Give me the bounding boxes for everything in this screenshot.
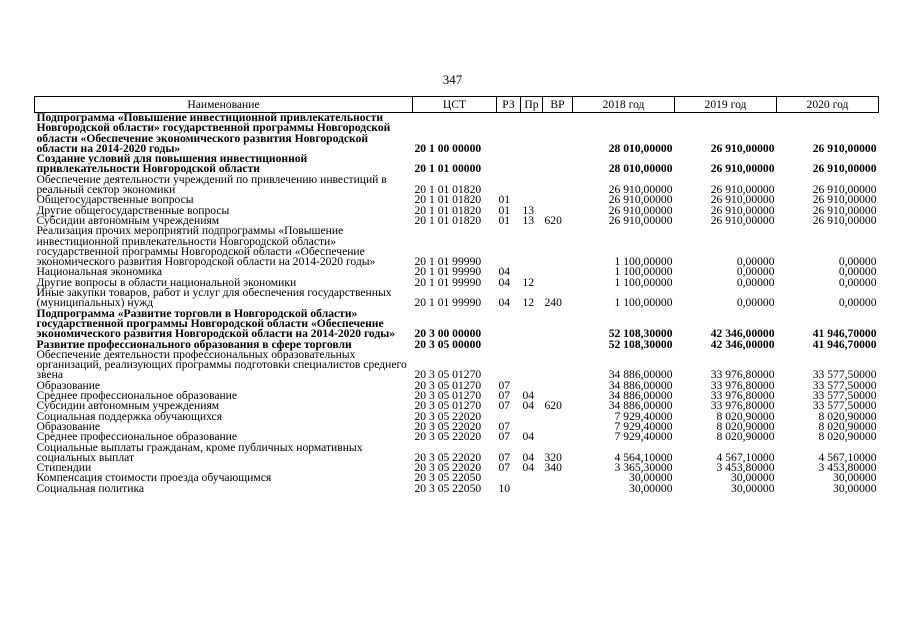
cell-vr bbox=[543, 473, 573, 483]
cell-vr: 320 bbox=[544, 450, 562, 464]
cell-pr: 04 bbox=[522, 399, 535, 413]
cell-name: Социальная поддержка обучающихся bbox=[36, 409, 223, 423]
cell-2019: 26 910,00000 bbox=[710, 203, 775, 217]
cell-name: Другие вопросы в области национальной экономики bbox=[36, 275, 297, 289]
cell-vr bbox=[543, 484, 573, 494]
cell-2018: 26 910,00000 bbox=[608, 213, 673, 227]
table-row bbox=[35, 154, 879, 175]
cell-rz: 07 bbox=[498, 378, 511, 392]
cell-rz bbox=[497, 154, 521, 175]
cell-pr: 04 bbox=[522, 430, 535, 444]
cell-vr bbox=[543, 278, 573, 288]
table-body bbox=[35, 113, 879, 494]
cell-2018: 34 886,00000 bbox=[608, 389, 673, 403]
cell-2019: 0,00000 bbox=[736, 265, 775, 279]
cell-2018: 52 108,30000 bbox=[608, 327, 673, 341]
col-header-2018: 2018 год bbox=[573, 97, 675, 113]
cell-2018: 28 010,00000 bbox=[608, 141, 673, 155]
cell-rz bbox=[497, 340, 521, 350]
cell-rz bbox=[497, 175, 521, 196]
cell-name: Подпрограмма «Развитие торговли в Новгородской области» государственной программы Новгородской области «Обеспечение экономического развития Новгородской области на 2014-2020 годы» bbox=[36, 306, 396, 341]
cell-vr bbox=[543, 412, 573, 422]
cell-vr: 240 bbox=[544, 296, 562, 310]
cell-vr bbox=[543, 154, 573, 175]
col-header-2019: 2019 год bbox=[675, 97, 777, 113]
cell-pr: 04 bbox=[522, 450, 535, 464]
table-row bbox=[35, 350, 879, 381]
cell-name: Обеспечение деятельности учреждений по привлечению инвестиций в реальный сектор экономики bbox=[36, 172, 387, 197]
cell-rz bbox=[497, 309, 521, 340]
cell-2019: 30,00000 bbox=[731, 471, 775, 485]
cell-2020: 26 910,00000 bbox=[812, 141, 877, 155]
col-header-pr: Пр bbox=[521, 97, 543, 113]
cell-name: Стипендии bbox=[36, 461, 92, 475]
cell-cst: 20 3 05 22020 bbox=[414, 419, 482, 433]
cell-2019: 30,00000 bbox=[731, 481, 775, 495]
cell-rz: 10 bbox=[498, 481, 511, 495]
cell-2020: 30,00000 bbox=[833, 481, 877, 495]
table-row bbox=[35, 113, 879, 155]
cell-rz: 07 bbox=[498, 389, 511, 403]
cell-2018: 26 910,00000 bbox=[608, 193, 673, 207]
cell-pr: 13 bbox=[522, 213, 535, 227]
cell-2020: 3 453,80000 bbox=[818, 461, 877, 475]
cell-cst: 20 3 05 01270 bbox=[414, 399, 482, 413]
cell-name: Реализация прочих мероприятий подпрограммы «Повышение инвестиционной привлекательности Новгородской области» государственной программы Новгородской области «Обеспечение экономического развития Новгородской области на 2014-2020 годы» bbox=[36, 224, 376, 269]
cell-pr: 04 bbox=[522, 389, 535, 403]
cell-vr bbox=[543, 267, 573, 277]
cell-2020: 26 910,00000 bbox=[812, 183, 877, 197]
cell-rz bbox=[497, 226, 521, 267]
cell-2019: 3 453,80000 bbox=[716, 461, 775, 475]
cell-cst: 20 1 01 99990 bbox=[414, 255, 482, 269]
cell-pr bbox=[521, 340, 543, 350]
cell-cst: 20 3 05 00000 bbox=[414, 337, 482, 351]
cell-rz: 04 bbox=[498, 265, 511, 279]
cell-2020: 26 910,00000 bbox=[812, 213, 877, 227]
col-header-rz: РЗ bbox=[497, 97, 521, 113]
cell-2019: 33 976,80000 bbox=[710, 399, 775, 413]
cell-cst: 20 3 05 22020 bbox=[414, 430, 482, 444]
cell-2020: 26 910,00000 bbox=[812, 162, 877, 176]
cell-cst: 20 1 01 01820 bbox=[414, 203, 482, 217]
cell-2019: 8 020,90000 bbox=[716, 409, 775, 423]
cell-2018: 30,00000 bbox=[629, 471, 673, 485]
cell-cst: 20 1 01 99990 bbox=[414, 265, 482, 279]
cell-2019: 26 910,00000 bbox=[710, 141, 775, 155]
cell-pr: 04 bbox=[522, 461, 535, 475]
cell-cst: 20 1 01 01820 bbox=[414, 213, 482, 227]
cell-cst: 20 3 05 01270 bbox=[414, 389, 482, 403]
cell-pr: 13 bbox=[522, 203, 535, 217]
cell-2019: 26 910,00000 bbox=[710, 183, 775, 197]
cell-2020: 0,00000 bbox=[838, 255, 877, 269]
cell-cst: 20 3 05 22020 bbox=[414, 409, 482, 423]
cell-vr bbox=[543, 226, 573, 267]
cell-2018: 30,00000 bbox=[629, 481, 673, 495]
table-row bbox=[35, 175, 879, 196]
cell-name: Национальная экономика bbox=[36, 265, 163, 279]
page-number: 347 bbox=[442, 72, 463, 87]
cell-2020: 33 577,50000 bbox=[812, 399, 877, 413]
cell-2018: 7 929,40000 bbox=[614, 409, 673, 423]
cell-rz: 04 bbox=[498, 296, 511, 310]
cell-2018: 28 010,00000 bbox=[608, 162, 673, 176]
cell-name: Иные закупки товаров, работ и услуг для обеспечения государственных (муниципальных) нужд bbox=[36, 286, 392, 310]
cell-2020: 33 577,50000 bbox=[812, 378, 877, 392]
cell-2020: 26 910,00000 bbox=[812, 193, 877, 207]
cell-name: Создание условий для повышения инвестиционной привлекательности Новгородской области bbox=[36, 152, 308, 176]
cell-vr bbox=[543, 381, 573, 391]
budget-table bbox=[34, 96, 879, 494]
cell-cst: 20 3 05 22050 bbox=[414, 481, 482, 495]
cell-vr bbox=[543, 309, 573, 340]
cell-pr bbox=[521, 484, 543, 494]
table-row bbox=[35, 309, 879, 340]
cell-name: Другие общегосударственные вопросы bbox=[36, 203, 230, 217]
cell-cst: 20 1 01 99990 bbox=[414, 275, 482, 289]
cell-2020: 8 020,90000 bbox=[818, 409, 877, 423]
cell-2018: 4 564,10000 bbox=[614, 450, 673, 464]
cell-2018: 52 108,30000 bbox=[608, 337, 673, 351]
cell-2019: 0,00000 bbox=[736, 296, 775, 310]
cell-rz: 07 bbox=[498, 461, 511, 475]
cell-pr bbox=[521, 473, 543, 483]
cell-2020: 41 946,70000 bbox=[812, 337, 877, 351]
col-header-2020: 2020 год bbox=[777, 97, 879, 113]
cell-name: Образование bbox=[36, 378, 101, 392]
cell-pr bbox=[521, 309, 543, 340]
cell-2018: 34 886,00000 bbox=[608, 368, 673, 382]
cell-vr bbox=[543, 195, 573, 205]
cell-pr: 12 bbox=[522, 275, 535, 289]
cell-2019: 42 346,00000 bbox=[710, 337, 775, 351]
cell-2019: 26 910,00000 bbox=[710, 213, 775, 227]
table-row bbox=[35, 484, 879, 494]
cell-2018: 1 100,00000 bbox=[614, 265, 673, 279]
cell-2020: 0,00000 bbox=[838, 275, 877, 289]
cell-2020: 8 020,90000 bbox=[818, 430, 877, 444]
cell-cst: 20 1 01 99990 bbox=[414, 296, 482, 310]
cell-cst: 20 1 01 01820 bbox=[414, 193, 482, 207]
cell-rz bbox=[497, 350, 521, 381]
cell-2019: 0,00000 bbox=[736, 275, 775, 289]
cell-pr bbox=[521, 412, 543, 422]
cell-pr bbox=[521, 175, 543, 196]
cell-2020: 0,00000 bbox=[838, 265, 877, 279]
cell-2018: 26 910,00000 bbox=[608, 203, 673, 217]
cell-2018: 1 100,00000 bbox=[614, 275, 673, 289]
col-header-name: Наименование bbox=[35, 97, 413, 113]
cell-rz bbox=[497, 113, 521, 155]
cell-rz: 04 bbox=[498, 275, 511, 289]
cell-2020: 0,00000 bbox=[838, 296, 877, 310]
cell-name: Общегосударственные вопросы bbox=[36, 193, 194, 207]
cell-name: Развитие профессионального образования в сфере торговли bbox=[36, 337, 352, 351]
cell-rz: 07 bbox=[498, 399, 511, 413]
cell-vr: 340 bbox=[544, 461, 562, 475]
cell-rz: 01 bbox=[498, 203, 511, 217]
cell-vr bbox=[543, 340, 573, 350]
cell-rz: 01 bbox=[498, 193, 511, 207]
col-header-cst: ЦСТ bbox=[413, 97, 497, 113]
cell-2018: 34 886,00000 bbox=[608, 399, 673, 413]
cell-cst: 20 1 01 01820 bbox=[414, 183, 482, 197]
cell-rz: 07 bbox=[498, 419, 511, 433]
cell-2019: 8 020,90000 bbox=[716, 419, 775, 433]
table-row bbox=[35, 288, 879, 309]
cell-vr: 620 bbox=[544, 213, 562, 227]
cell-cst: 20 3 05 22050 bbox=[414, 471, 482, 485]
cell-2019: 42 346,00000 bbox=[710, 327, 775, 341]
cell-name: Среднее профессиональное образование bbox=[36, 389, 238, 403]
cell-cst: 20 3 05 01270 bbox=[414, 368, 482, 382]
table-row bbox=[35, 443, 879, 464]
cell-vr bbox=[543, 432, 573, 442]
cell-name: Компенсация стоимости проезда обучающимся bbox=[36, 471, 272, 485]
cell-2019: 8 020,90000 bbox=[716, 430, 775, 444]
cell-pr: 12 bbox=[522, 296, 535, 310]
cell-rz: 07 bbox=[498, 450, 511, 464]
cell-name: Образование bbox=[36, 419, 101, 433]
cell-2020: 41 946,70000 bbox=[812, 327, 877, 341]
cell-pr bbox=[521, 113, 543, 155]
col-header-vr: ВР bbox=[543, 97, 573, 113]
cell-cst: 20 1 01 00000 bbox=[414, 162, 482, 176]
cell-2020: 33 577,50000 bbox=[812, 368, 877, 382]
cell-2019: 33 976,80000 bbox=[710, 378, 775, 392]
cell-vr bbox=[543, 113, 573, 155]
cell-name: Субсидии автономным учреждениям bbox=[36, 213, 220, 227]
cell-2019: 26 910,00000 bbox=[710, 193, 775, 207]
cell-cst: 20 3 05 22020 bbox=[414, 461, 482, 475]
cell-name: Социальная политика bbox=[36, 481, 145, 495]
cell-vr bbox=[543, 422, 573, 432]
cell-rz: 07 bbox=[498, 430, 511, 444]
cell-2019: 26 910,00000 bbox=[710, 162, 775, 176]
cell-2018: 7 929,40000 bbox=[614, 430, 673, 444]
cell-name: Среднее профессиональное образование bbox=[36, 430, 238, 444]
cell-2020: 4 567,10000 bbox=[818, 450, 877, 464]
cell-pr bbox=[521, 226, 543, 267]
cell-2019: 33 976,80000 bbox=[710, 368, 775, 382]
cell-cst: 20 3 00 00000 bbox=[414, 327, 482, 341]
cell-2018: 7 929,40000 bbox=[614, 419, 673, 433]
cell-2018: 26 910,00000 bbox=[608, 183, 673, 197]
cell-2019: 4 567,10000 bbox=[716, 450, 775, 464]
cell-2020: 8 020,90000 bbox=[818, 419, 877, 433]
cell-2018: 1 100,00000 bbox=[614, 296, 673, 310]
cell-name: Субсидии автономным учреждениям bbox=[36, 399, 220, 413]
cell-vr bbox=[543, 350, 573, 381]
cell-cst: 20 1 00 00000 bbox=[414, 141, 482, 155]
cell-2019: 0,00000 bbox=[736, 255, 775, 269]
cell-2020: 30,00000 bbox=[833, 471, 877, 485]
cell-2018: 3 365,30000 bbox=[614, 461, 673, 475]
cell-pr bbox=[521, 154, 543, 175]
cell-pr bbox=[521, 350, 543, 381]
cell-cst: 20 3 05 01270 bbox=[414, 378, 482, 392]
cell-2020: 33 577,50000 bbox=[812, 389, 877, 403]
cell-rz: 01 bbox=[498, 213, 511, 227]
cell-cst: 20 3 05 22020 bbox=[414, 450, 482, 464]
table-row bbox=[35, 226, 879, 267]
cell-2020: 26 910,00000 bbox=[812, 203, 877, 217]
cell-vr: 620 bbox=[544, 399, 562, 413]
cell-name: Подпрограмма «Повышение инвестиционной привлекательности Новгородской области» государственной программы Новгородской области «Обеспечение экономического развития Новгородской области на 2014-2020 годы» bbox=[36, 111, 391, 155]
cell-2019: 33 976,80000 bbox=[710, 389, 775, 403]
cell-2018: 34 886,00000 bbox=[608, 378, 673, 392]
cell-name: Обеспечение деятельности профессиональных образовательных организаций, реализующих программы подготовки специалистов среднего звена bbox=[36, 347, 407, 382]
cell-vr bbox=[543, 175, 573, 196]
cell-2018: 1 100,00000 bbox=[614, 255, 673, 269]
cell-name: Социальные выплаты гражданам, кроме публичных нормативных социальных выплат bbox=[36, 440, 363, 464]
